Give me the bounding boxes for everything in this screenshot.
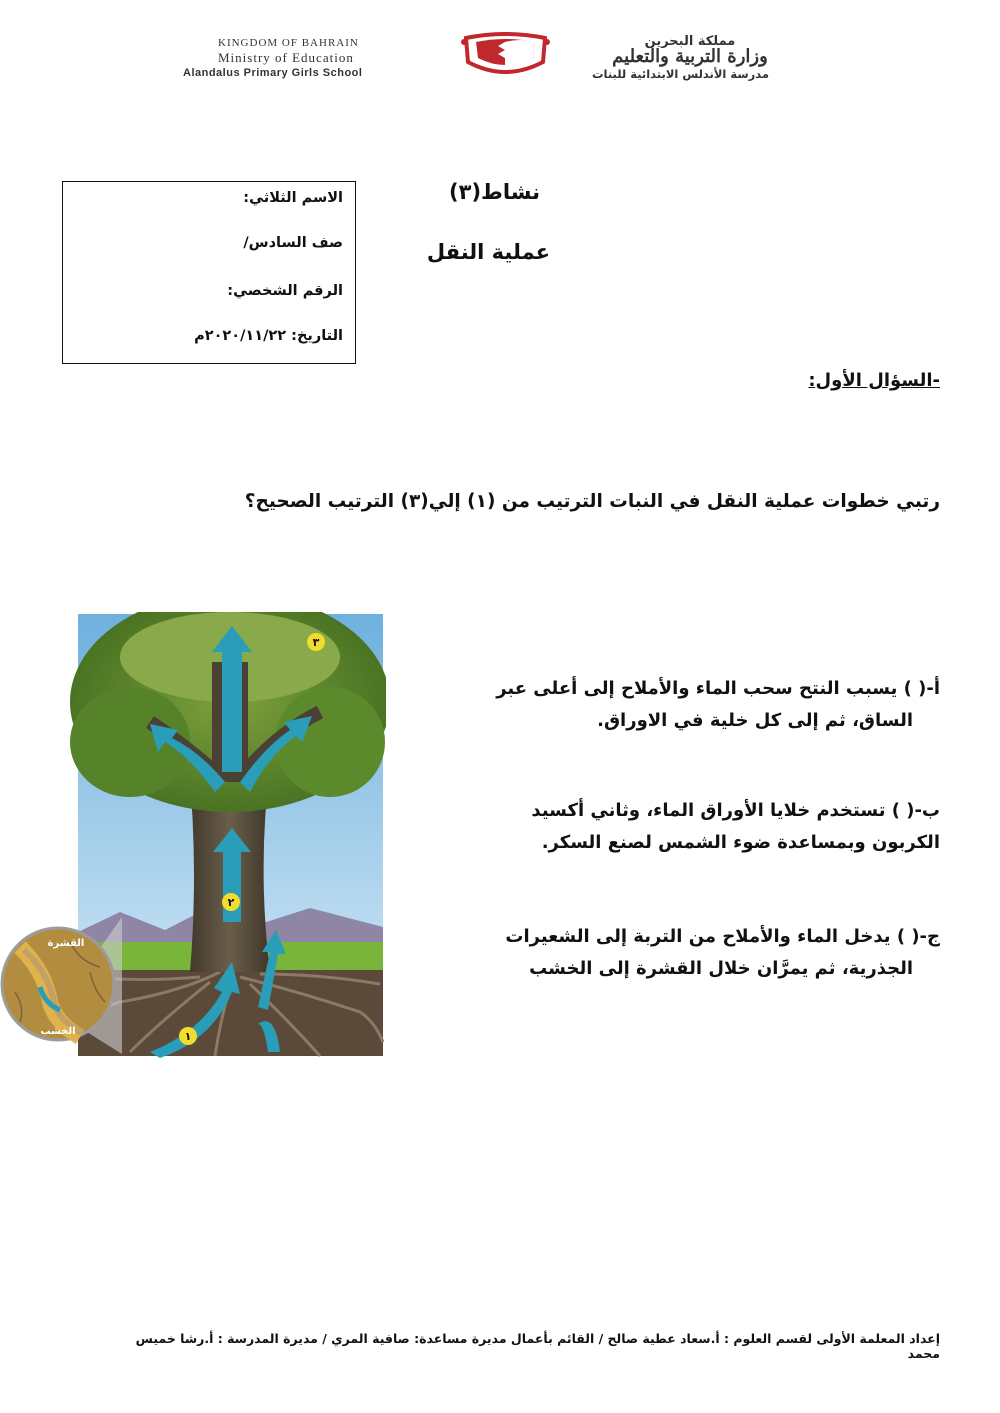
item-c-line2: الجذرية، ثم يمرَّان خلال القشرة إلى الخشب [529, 958, 913, 979]
class-field-label: صف السادس/ [243, 235, 343, 251]
question-heading: -السؤال الأول: [808, 370, 940, 391]
step-marker-1 [179, 1027, 197, 1045]
topic-title: عملية النقل [426, 240, 550, 264]
item-a-line2: الساق، ثم إلى كل خلية في الاوراق. [597, 710, 913, 731]
item-c-line1: ج-( ) يدخل الماء والأملاح من التربة إلى الشعيرات [505, 926, 940, 947]
item-a [420, 673, 940, 737]
inset-label-cortex: القشرة [47, 938, 85, 949]
step-marker-2 [222, 893, 240, 911]
header-ar-line1: مملكة البحرين [644, 34, 736, 49]
step-marker-1-label: ١ [184, 1030, 192, 1043]
student-info-box [62, 181, 356, 364]
footer-credits: إعداد المعلمة الأولى لقسم العلوم : أ.سعاد عطية صالح / القائم بأعمال مديرة مساعدة: صافية المري / مديرة المدرسة : أ.رشا خميس محمد [135, 1331, 940, 1361]
activity-title: نشاط(٣) [449, 180, 540, 204]
name-field-label: الاسم الثلاثي: [243, 190, 343, 206]
header-en-line2: Ministry of Education [218, 50, 354, 65]
id-field-label: الرقم الشخصي: [227, 283, 343, 299]
tree-transport-diagram [0, 612, 386, 1058]
item-b-line1: ب-( ) تستخدم خلايا الأوراق الماء، وثاني أكسيد [531, 800, 940, 821]
item-a-line1: أ-( ) يسبب النتح سحب الماء والأملاح إلى أعلى عبر [496, 678, 940, 699]
item-b [420, 795, 940, 859]
item-b-line2: الكربون وبمساعدة ضوء الشمس لصنع السكر. [541, 832, 940, 853]
header-en-line3: Alandalus Primary Girls School [183, 67, 363, 79]
header-ar-line3: مدرسة الأندلس الابتدائية للبنات [591, 67, 770, 81]
header-en-line1: KINGDOM OF BAHRAIN [218, 37, 359, 49]
root-inset-circle [2, 928, 114, 1040]
bahrain-emblem-icon [458, 32, 553, 77]
step-marker-2-label: ٢ [227, 896, 235, 909]
step-marker-3 [307, 633, 325, 651]
step-marker-3-label: ٣ [312, 636, 320, 649]
inset-label-xylem: الخشب [40, 1026, 76, 1037]
date-field-label: التاريخ: ٢٠٢٠/١١/٢٢م [194, 328, 343, 344]
item-c [420, 921, 940, 985]
question-instruction: رتبي خطوات عملية النقل في النبات الترتيب من (١) إلي(٣) الترتيب الصحيح؟ [244, 491, 940, 512]
header-ar-line2: وزارة التربية والتعليم [612, 46, 768, 67]
